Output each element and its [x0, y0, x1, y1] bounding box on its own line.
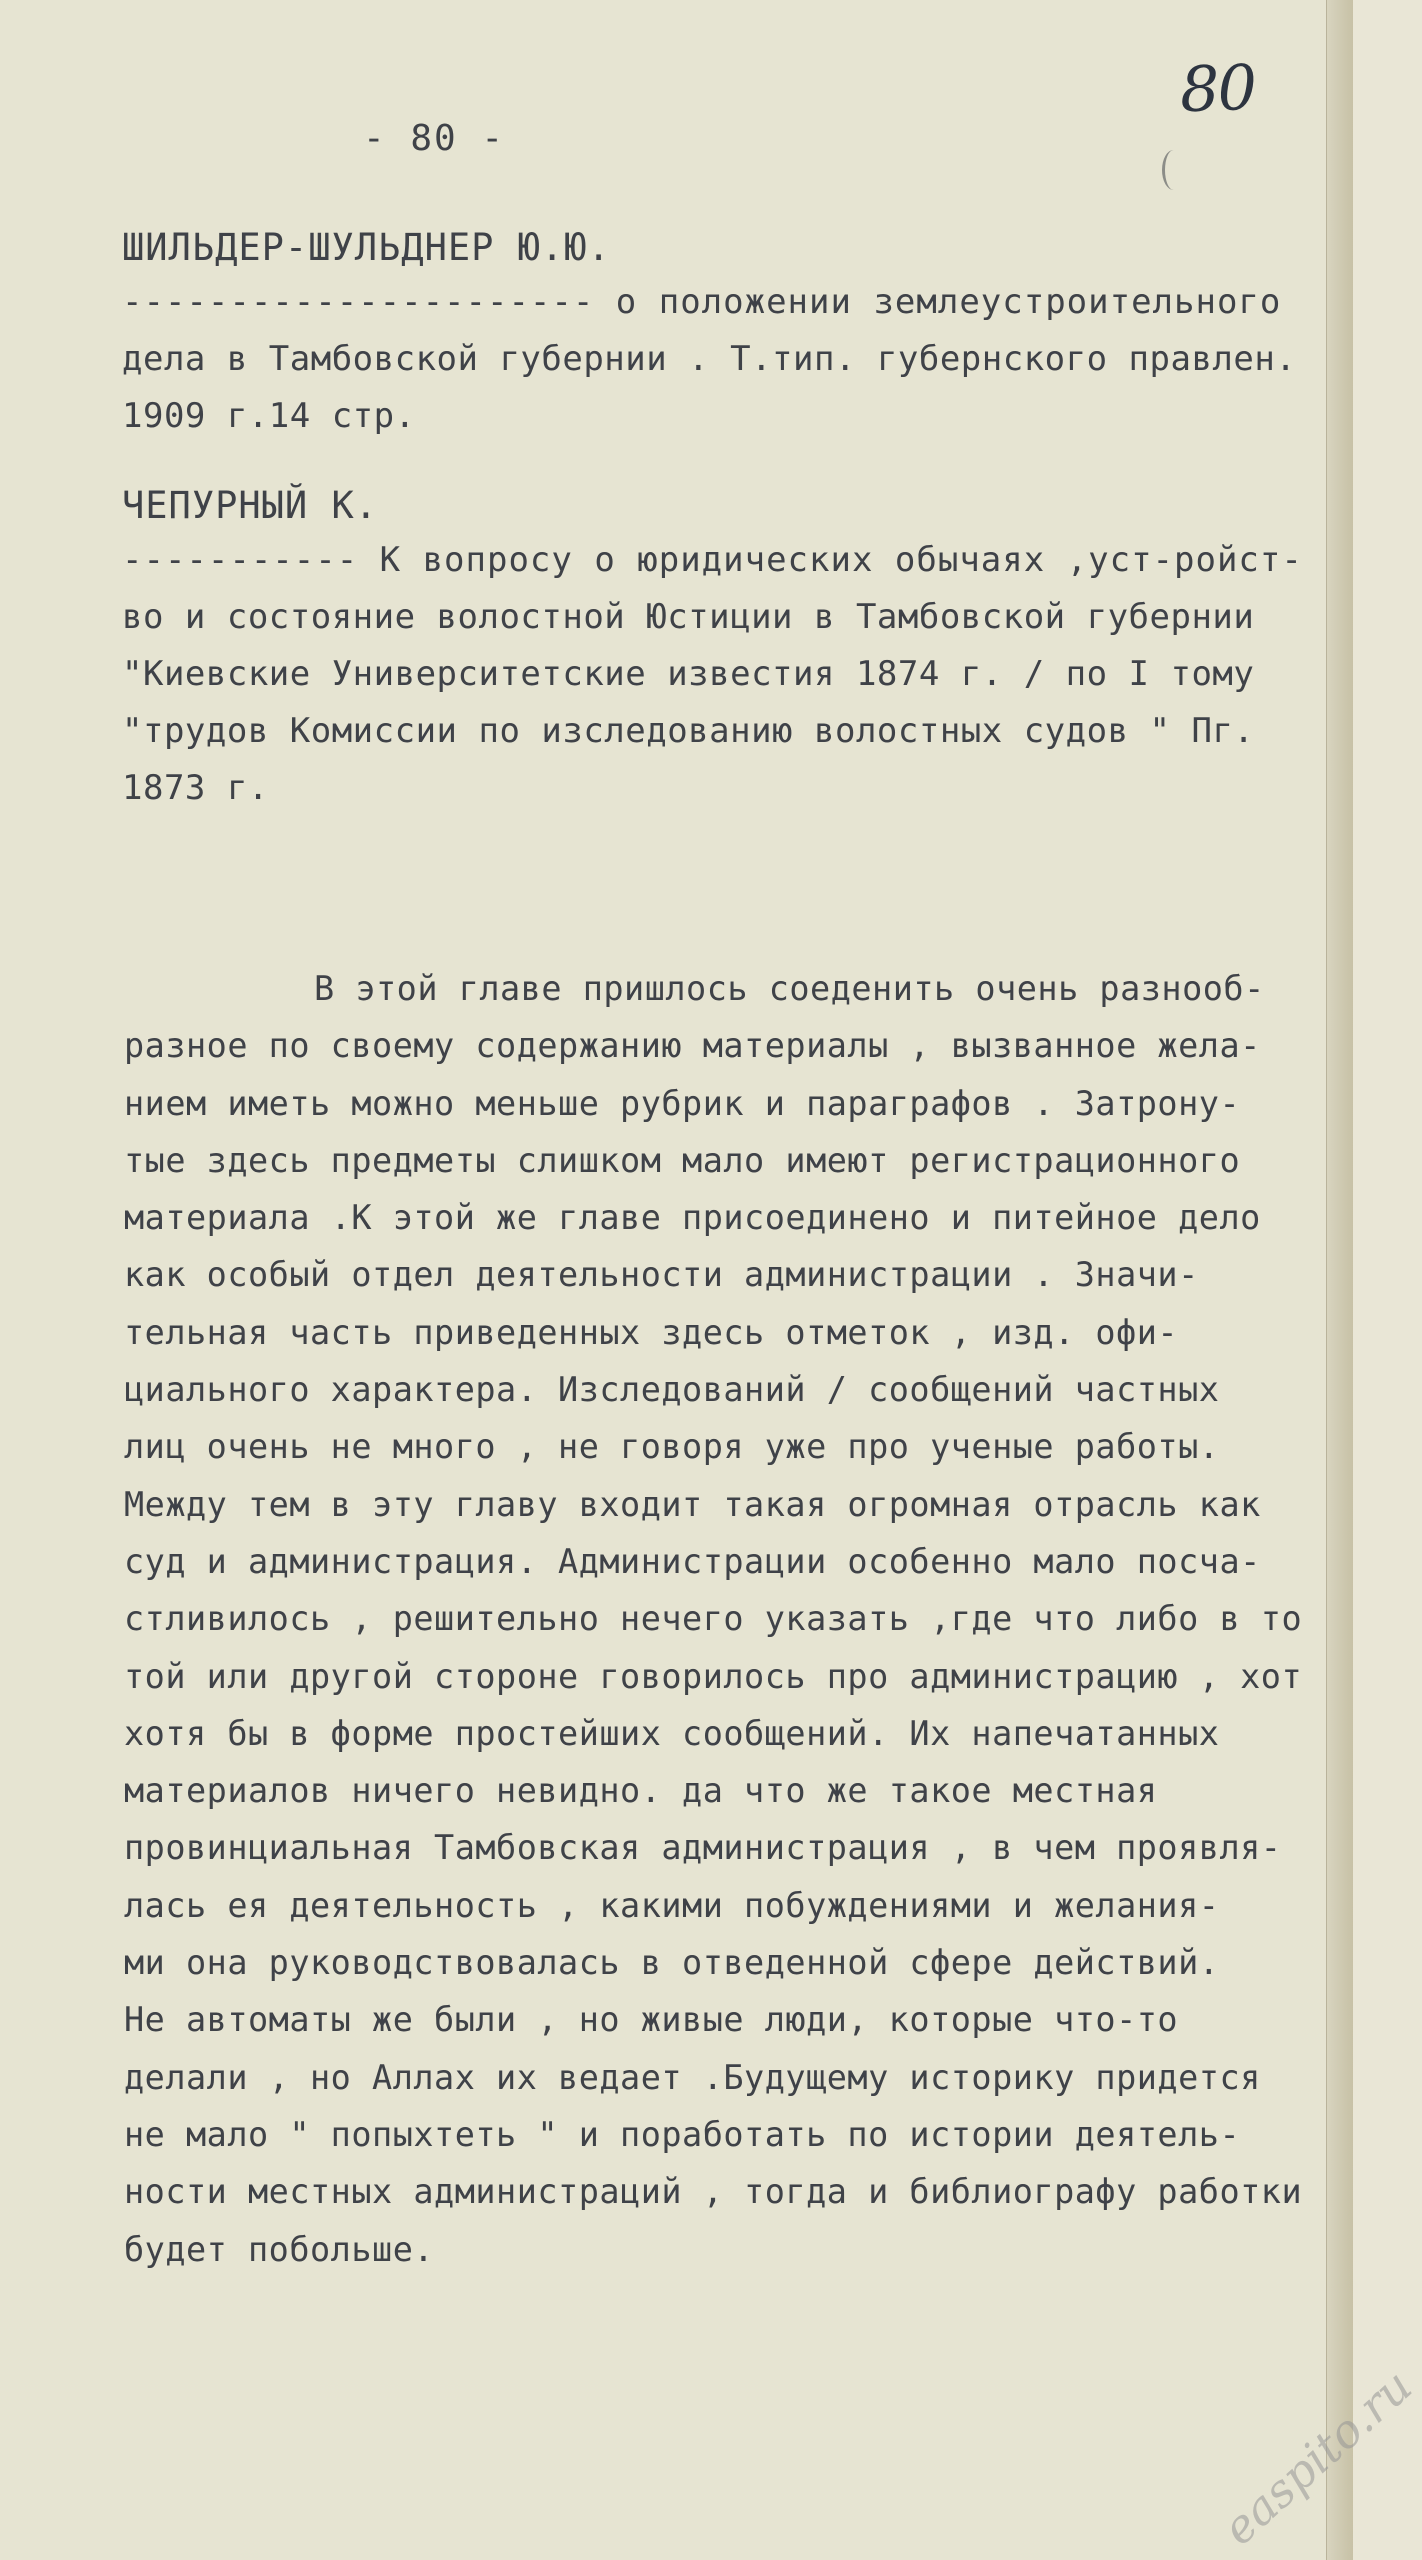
paragraph-line: материалов ничего невидно. да что же такое местная [124, 1771, 1158, 1811]
paragraph-line: тельная часть приведенных здесь отметок , изд. офи- [124, 1312, 1179, 1352]
paragraph-line: той или другой стороне говорилось про администрацию , хот [124, 1656, 1303, 1696]
paragraph-line: как особый отдел деятельности администрации . Значи- [124, 1255, 1199, 1295]
paragraph-line: лась ея деятельность , какими побуждениями и желания- [124, 1885, 1220, 1925]
chapter-paragraph [124, 960, 1324, 2278]
typed-page-number: - 80 - [363, 118, 506, 159]
entry-line: 1909 г.14 стр. [122, 396, 416, 436]
pencil-mark [1162, 150, 1185, 190]
paragraph-line: провинциальная Тамбовская администрация , в чем проявля- [124, 1828, 1282, 1868]
paragraph-line: циального характера. Изследований / сообщений частных [124, 1370, 1220, 1410]
paragraph-line: суд и администрация. Администрации особенно мало посча- [124, 1541, 1261, 1581]
paragraph-line: ми она руководствовалась в отведенной сфере действий. [124, 1943, 1220, 1983]
entry-line: ---------------------- о положении землеустроительного [122, 282, 1282, 322]
paragraph-line: нием иметь можно меньше рубрик и параграфов . Затрону- [124, 1083, 1241, 1123]
paragraph-line: В этой главе пришлось соеденить очень разнооб- [314, 969, 1265, 1008]
handwritten-page-number: 80 [1178, 50, 1257, 127]
paragraph-line: стливилось , решительно нечего указать ,где что либо в то [124, 1599, 1303, 1639]
site-watermark: easpito.ru [1211, 2358, 1422, 2556]
paragraph-line: будет побольше. [124, 2229, 435, 2269]
entry-author: ЧЕПУРНЫЙ К. [122, 484, 379, 527]
entry-line: "трудов Комиссии по изследованию волостных судов " Пг. [122, 711, 1255, 751]
paragraph-line: Между тем в эту главу входит такая огромная отрасль как [124, 1484, 1261, 1524]
entry-line: дела в Тамбовской губернии . Т.тип. губернского правлен. [122, 339, 1297, 379]
entry-line: 1873 г. [122, 768, 269, 808]
entry-line: во и состояние волостной Юстиции в Тамбовской губернии [122, 597, 1255, 637]
paragraph-line: лиц очень не много , не говоря уже про ученые работы. [124, 1427, 1220, 1467]
bibliography-entry [122, 222, 1322, 445]
paragraph-line: разное по своему содержанию материалы , вызванное жела- [124, 1026, 1261, 1066]
paragraph-line: материала .К этой же главе присоединено и питейное дело [124, 1198, 1261, 1238]
paragraph-line: хотя бы в форме простейших сообщений. Их напечатанных [124, 1713, 1220, 1753]
bibliography-entry [122, 480, 1322, 817]
entry-line: ----------- К вопросу о юридических обычаях ,уст-ройст- [122, 540, 1303, 580]
paragraph-line: тые здесь предметы слишком мало имеют регистрационного [124, 1140, 1241, 1180]
paragraph-line: не мало " попыхтеть " и поработать по истории деятель- [124, 2114, 1241, 2154]
paragraph-line: Не автоматы же были , но живые люди, которые что-то [124, 2000, 1179, 2040]
binding-edge [1326, 0, 1353, 2560]
entry-author: ШИЛЬДЕР-ШУЛЬДНЕР Ю.Ю. [122, 226, 611, 269]
paragraph-line: делали , но Аллах их ведает .Будущему историку придется [124, 2057, 1261, 2097]
entry-line: "Киевские Университетские известия 1874 г. / по I тому [122, 654, 1255, 694]
paragraph-line: ности местных администраций , тогда и библиографу работки [124, 2172, 1303, 2212]
